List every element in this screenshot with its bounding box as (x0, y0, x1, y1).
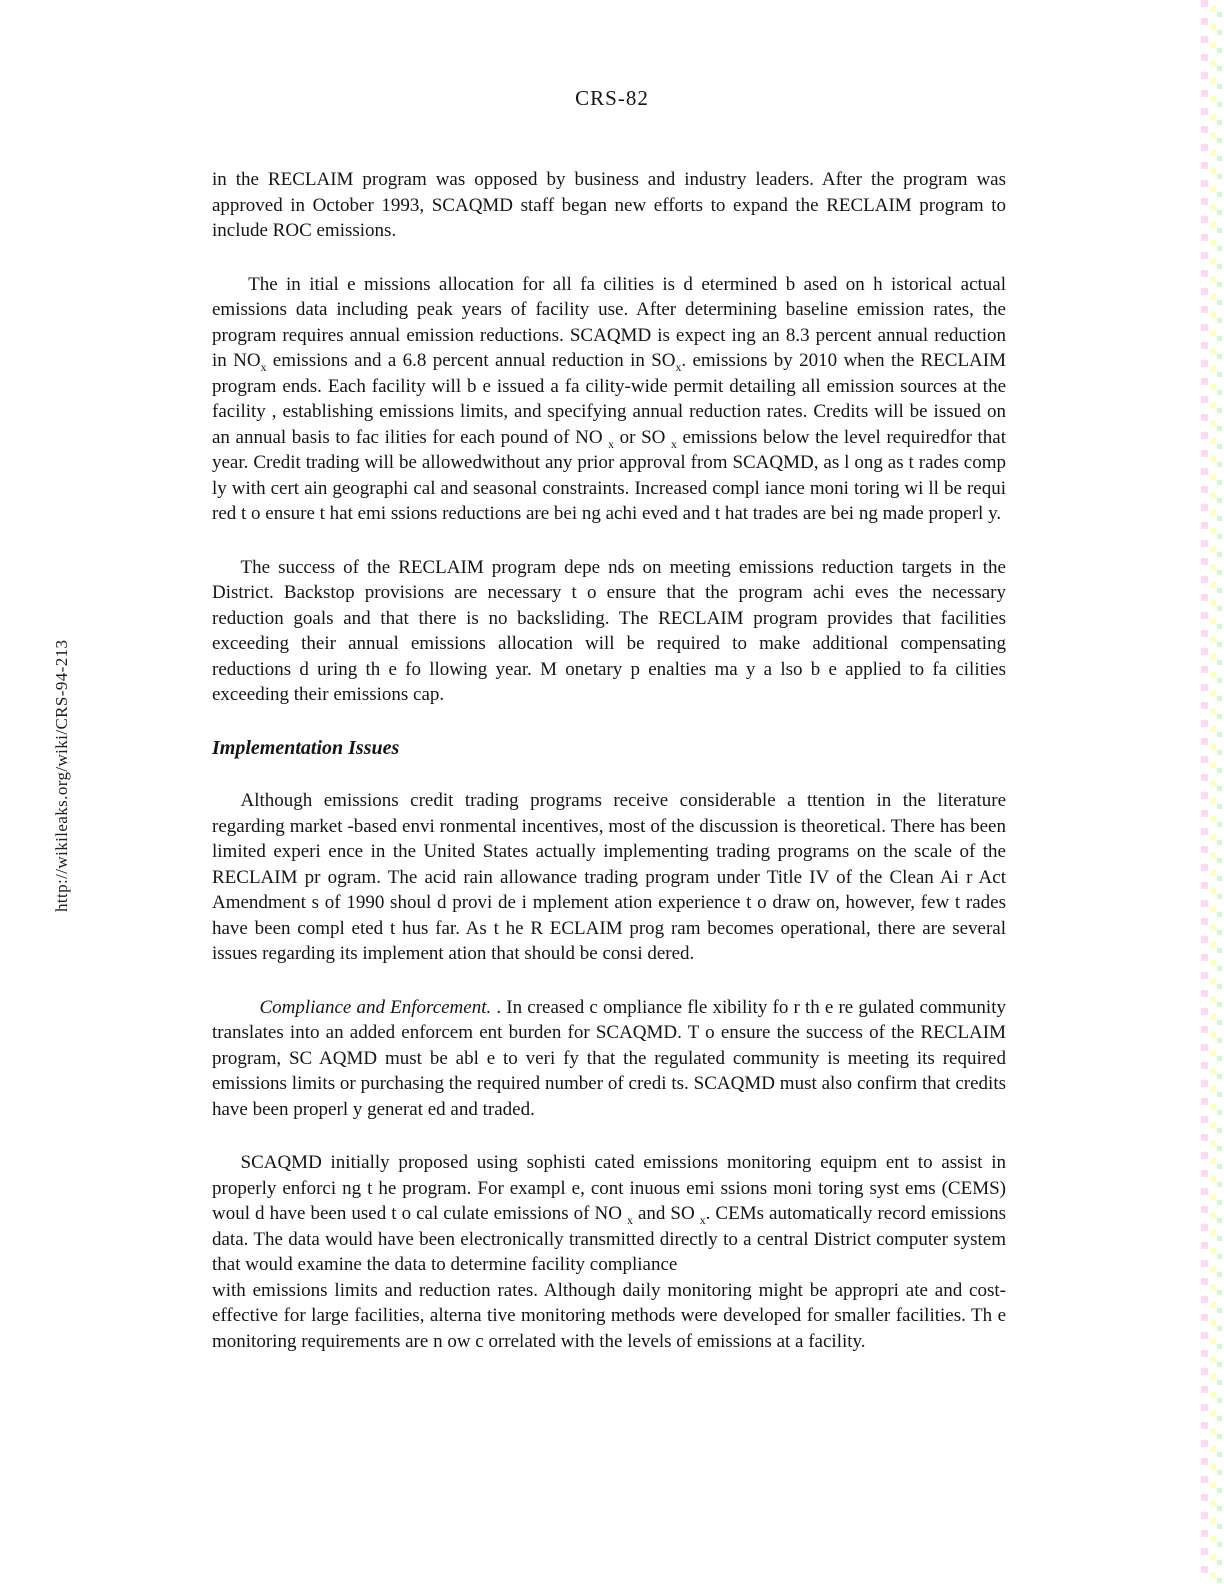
section-heading: Implementation Issues (212, 736, 400, 759)
paragraph-3: The success of the RECLAIM program depe nds on meeting emissions reduction targets in the District. Backstop provisions are necessary t o ensure that the program achi eves the necessary reduction goals and that there is no backsliding. The RECLAIM program provides that facilities exceeding their annual emissions allocation will be required to make additional compensating reductions d uring th e fo llowing year. M onetary p enalties ma y a lso b e applied to fa cilities exceeding their emissions cap. (212, 556, 1006, 705)
document-body (212, 167, 1006, 1382)
wikileaks-watermark: http://wikileaks.org/wiki/CRS-94-213 (52, 639, 71, 912)
page-number-header: CRS-82 (575, 86, 649, 110)
paragraph-4: Although emissions credit trading programs receive considerable a ttention in the literature regarding market -based envi ronmental incentives, most of the discussion is theoretical. There has been limited experi ence in the United States actually implementing trading programs on the scale of the RECLAIM pr ogram. The acid rain allowance trading program under Title IV of the Clean Ai r Act Amendment s of 1990 shoul d provi de i mplement ation experience t o draw on, however, few t rades have been compl eted t hus far. As t he R ECLAIM prog ram becomes operational, there are several issues regarding its implement ation that should be consi dered. (212, 790, 1006, 964)
paragraph-1: in the RECLAIM program was opposed by business and industry leaders. After the program was approved in October 1993, SCAQMD staff began new efforts to expand the RECLAIM program to include ROC emissions. (212, 169, 1006, 241)
paragraph-2: The in itial e missions allocation for all fa cilities is d etermined b ased on h istorical actual emissions data including peak years of facility use. After determining baseline emission rates, the program requires annual emission reductions. SCAQMD is expect ing an 8.3 percent annual reduction in $NO_x$ emissions and a 6.8 percent annual reduction in $SO_x$. emissions by 2010 when the RECLAIM program ends. Each facility will b e issued a fa cility-wide permit detailing all emission sources at the facility , establishing emissions limits, and specifying annual reduction rates. Credits will be issued on an annual basis to fac ilities for each pound of NO $_x$ or SO $_x$ emissions below the level requiredfor that year. Credit trading will be allowedwithout any prior approval from SCAQMD, as l ong as t rades comp ly with cert ain geographi cal and seasonal constraints. Increased compl iance moni toring wi ll be requi red t o ensure t hat emi ssions reductions are bei ng achi eved and t hat trades are bei ng made properl y. (212, 273, 1006, 524)
scan-edge-pattern (1198, 0, 1224, 1584)
paragraph-6: SCAQMD initially proposed using sophisti cated emissions monitoring equipm ent to assist in properly enforci ng t he program. For exampl e, cont inuous emi ssions moni toring syst ems (CEMS) woul d have been used t o cal culate emissions of NO $_x$ and SO $_x$. CEMs automatically record emissions data. The data would have been electronically transmitted directly to a central District computer system that would examine the data to determine facility compliance with emissions limits and reduction rates. Although daily monitoring might be appropri ate and cost-effective for large facilities, alterna tive monitoring methods were developed for smaller facilities. Th e monitoring requirements are n ow c orrelated with the levels of emissions at a facility. (212, 1152, 1006, 1352)
paragraph-5: Compliance and Enforcement. . In creased c ompliance fle xibility fo r th e re gulated community translates into an added enforcem ent burden for SCAQMD. T o ensure the success of the RECLAIM program, SC AQMD must be abl e to veri fy that the regulated community is meeting its required emissions limits or purchasing the required number of credi ts. SCAQMD must also confirm that credits have been properl y generat ed and traded. (212, 996, 1006, 1120)
